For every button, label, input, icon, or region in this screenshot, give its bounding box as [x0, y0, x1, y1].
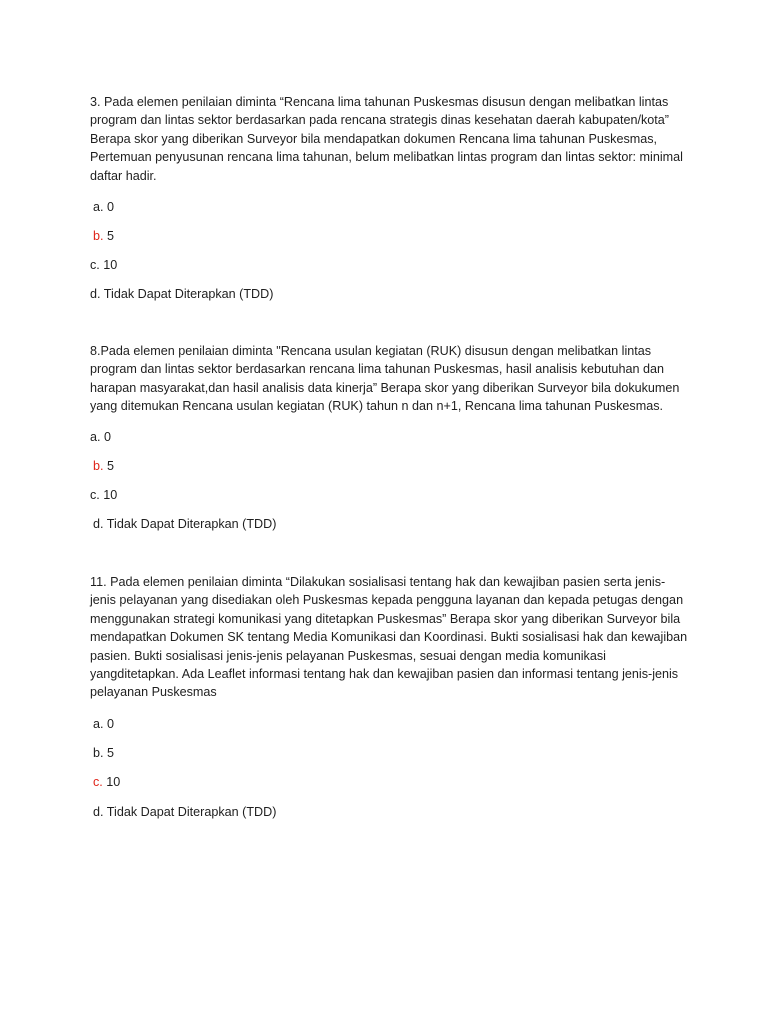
answer-option: [90, 429, 111, 445]
option-letter: d.: [93, 805, 104, 819]
option-letter-correct: b.: [93, 229, 104, 243]
answer-option: [93, 458, 114, 474]
option-value: 0: [104, 430, 112, 444]
option-value: 0: [107, 717, 115, 731]
option-letter: a.: [93, 717, 104, 731]
answer-option: [90, 286, 273, 302]
option-letter: a.: [93, 200, 104, 214]
option-value: 10: [106, 775, 121, 789]
answer-option: [93, 199, 114, 215]
option-letter: a.: [90, 430, 101, 444]
option-letter: d.: [90, 287, 101, 301]
option-letter-correct: c.: [93, 775, 103, 789]
answer-option: [93, 228, 114, 244]
option-value: Tidak Dapat Diterapkan (TDD): [106, 517, 277, 531]
question-block: [90, 342, 690, 416]
option-value: 5: [107, 746, 115, 760]
option-value: Tidak Dapat Diterapkan (TDD): [106, 805, 277, 819]
question-text: 3. Pada elemen penilaian diminta “Rencana lima tahunan Puskesmas disusun dengan melibatkan lintas program dan lintas sektor berdasarkan pada rencana strategis dinas kesehatan daerah kabupaten/kota” Berapa skor yang diberikan Surveyor bila mendapatkan dokumen Rencana lima tahunan Puskesmas, Pertemuan penyusunan rencana lima tahunan, belum melibatkan lintas program dan lintas sektor: minimal daftar hadir.: [90, 95, 683, 183]
option-value: Tidak Dapat Diterapkan (TDD): [103, 287, 274, 301]
answer-option: [93, 774, 120, 790]
option-letter: d.: [93, 517, 104, 531]
answer-option: [93, 804, 276, 820]
option-value: 0: [107, 200, 115, 214]
option-letter: c.: [90, 488, 100, 502]
question-block: [90, 93, 690, 185]
question-text: 8.Pada elemen penilaian diminta "Rencana usulan kegiatan (RUK) disusun dengan melibatkan lintas program dan lintas sektor berdasarkan rencana lima tahunan Puskesmas, hasil analisis kebutuhan dan harapan masyarakat,dan hasil analisis data kinerja” Berapa skor yang diberikan Surveyor bila dokukumen yang ditemukan Rencana usulan kegiatan (RUK) tahun n dan n+1, Rencana lima tahunan Puskesmas.: [90, 344, 680, 414]
option-value: 10: [103, 258, 118, 272]
answer-option: [93, 745, 114, 761]
question-block: [90, 573, 690, 702]
option-letter: b.: [93, 746, 104, 760]
option-letter-correct: b.: [93, 459, 104, 473]
answer-option: [93, 516, 276, 532]
question-text: 11. Pada elemen penilaian diminta “Dilakukan sosialisasi tentang hak dan kewajiban pasien serta jenis-jenis pelayanan yang disediakan oleh Puskesmas kepada pengguna layanan dan kepada petugas dengan menggunakan strategi komunikasi yang ditetapkan Puskesmas” Berapa skor yang diberikan Surveyor bila mendapatkan Dokumen SK tentang Media Komunikasi dan Koordinasi. Bukti sosialisasi hak dan kewajiban pasien. Bukti sosialisasi jenis-jenis pelayanan Puskesmas, sesuai dengan media komunikasi yangditetapkan. Ada Leaflet informasi tentang hak dan kewajiban pasien dan informasi tentang jenis-jenis pelayanan Puskesmas: [90, 575, 688, 700]
option-value: 5: [107, 229, 115, 243]
answer-option: [93, 716, 114, 732]
answer-option: [90, 257, 117, 273]
option-letter: c.: [90, 258, 100, 272]
option-value: 5: [107, 459, 115, 473]
option-value: 10: [103, 488, 118, 502]
answer-option: [90, 487, 117, 503]
